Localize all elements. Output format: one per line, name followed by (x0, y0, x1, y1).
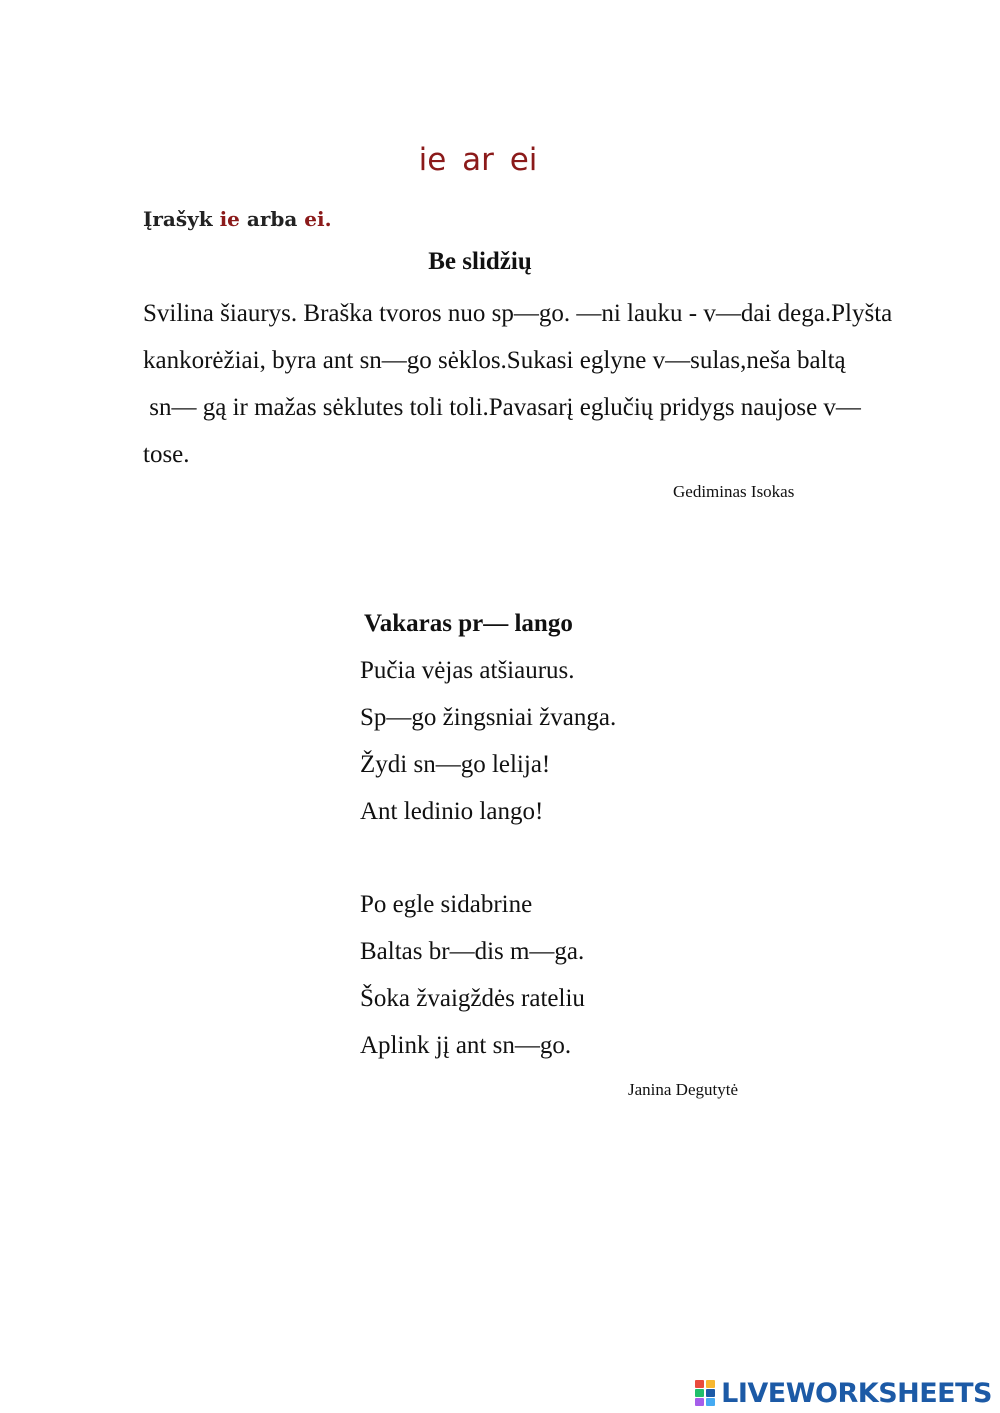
instruction-prefix: Įrašyk (143, 207, 220, 231)
poem-line-1: Pučia vėjas atšiaurus. (360, 657, 575, 684)
poem-author: Janina Degutytė (628, 1080, 738, 1099)
instruction-middle: arba (239, 207, 305, 231)
worksheet-title: ie ar ei (418, 142, 538, 178)
story-line-2: kankorėžiai, byra ant sn—go sėklos.Sukasi eglyne v—sulas,neša baltą (143, 347, 846, 374)
poem-title: Vakaras pr— lango (364, 610, 573, 637)
story-line-4: tose. (143, 441, 190, 468)
poem-line-6: Baltas br—dis m—ga. (360, 938, 585, 965)
logo-text-suffix: WORKSHEETS (785, 1377, 992, 1409)
story-line-1: Svilina šiaurys. Braška tvoros nuo sp—go. —ni lauku - v—dai dega.Plyšta (143, 300, 893, 327)
story-text (143, 290, 963, 478)
story-line-3: sn— gą ir mažas sėklutes toli toli.Pavasarį eglučių pridygs naujose v— (143, 394, 861, 421)
poem-line-2: Sp—go žingsniai žvanga. (360, 704, 617, 731)
poem-line-5: Po egle sidabrine (360, 891, 533, 918)
liveworksheets-logo[interactable] (695, 1378, 992, 1408)
liveworksheets-logo-icon (695, 1380, 717, 1406)
instruction-option-ei: ei. (304, 207, 332, 231)
logo-text-prefix: LIVE (721, 1377, 786, 1409)
story-title: Be slidžių (428, 248, 532, 275)
instruction (143, 207, 332, 231)
poem-line-8: Aplink jį ant sn—go. (360, 1032, 572, 1059)
instruction-option-ie: ie (219, 207, 240, 231)
story-author: Gediminas Isokas (673, 482, 795, 501)
liveworksheets-logo-text (721, 1378, 992, 1409)
poem-line-4: Ant ledinio lango! (360, 798, 544, 825)
poem-line-3: Žydi sn—go lelija! (360, 751, 551, 778)
poem-line-7: Šoka žvaigždės rateliu (360, 985, 585, 1012)
